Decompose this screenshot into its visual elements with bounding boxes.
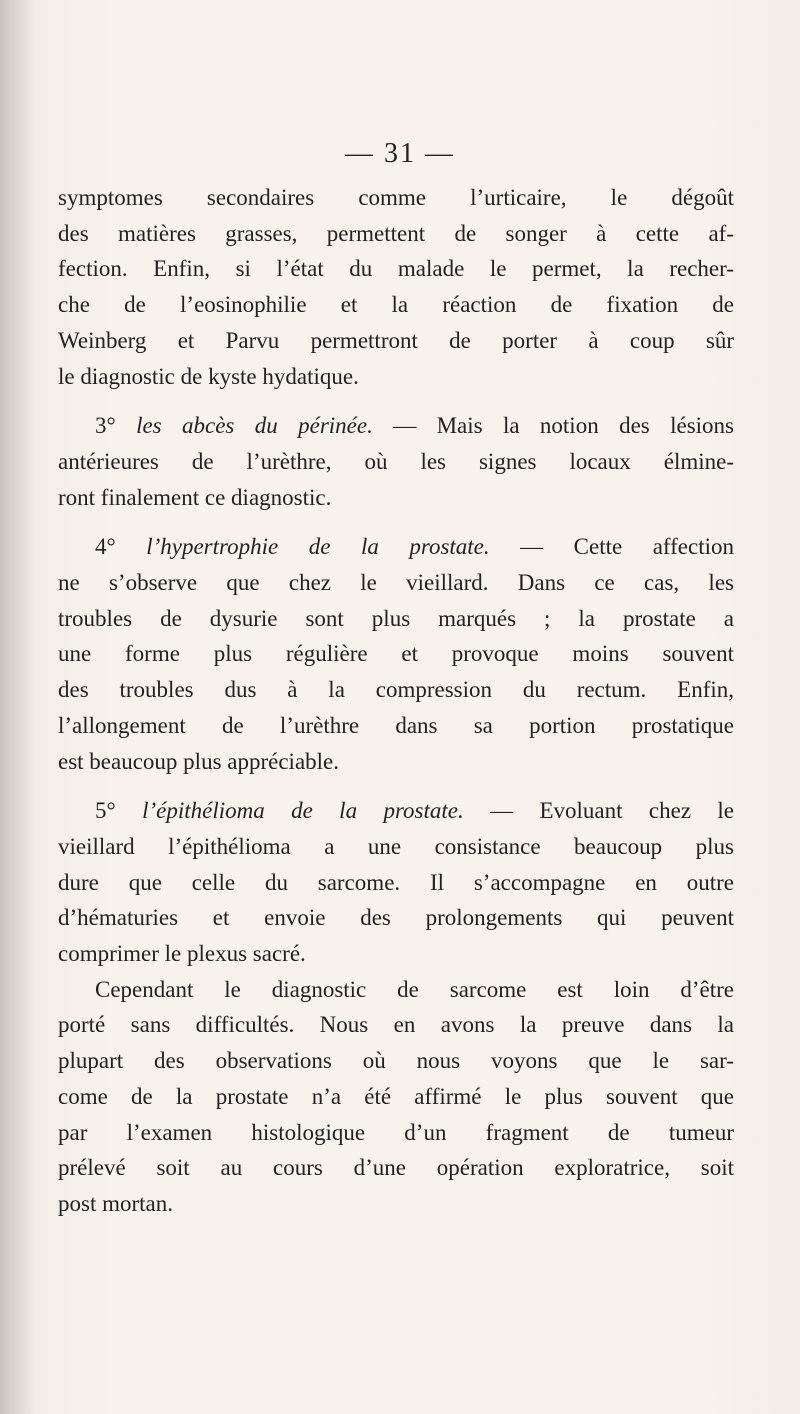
paragraph-1 — [58, 180, 734, 394]
section-title: les abcès du périnée. — [136, 413, 373, 439]
text-line — [58, 408, 734, 444]
text-line: come de la prostate n’a été affirmé le plus souvent que — [58, 1083, 734, 1109]
paragraph-5 — [58, 972, 734, 1222]
paragraph-gap — [58, 394, 734, 408]
page-number: — 31 — — [345, 138, 455, 169]
paragraph-gap — [58, 779, 734, 793]
text-line: le diagnostic de kyste hydatique. — [58, 363, 359, 389]
paragraph-3 — [58, 529, 734, 779]
section-number: 3° — [95, 413, 137, 439]
body-text — [58, 180, 734, 1222]
text-line: troubles de dysurie sont plus marqués ; la prostate a — [58, 605, 734, 631]
text-line: dure que celle du sarcome. Il s’accompagne en outre — [58, 869, 734, 895]
text-line: Weinberg et Parvu permettront de porter à coup sûr — [58, 327, 734, 353]
text-line: des troubles dus à la compression du rectum. Enfin, — [58, 677, 734, 703]
text-line: Cependant le diagnostic de sarcome est loin d’être — [95, 976, 734, 1002]
text-line: d’hématuries et envoie des prolongements qui peuvent — [58, 905, 734, 931]
text-line: che de l’eosinophilie et la réaction de fixation de — [58, 292, 734, 318]
text-line: une forme plus régulière et provoque moins souvent — [58, 641, 734, 667]
section-number: 4° — [95, 534, 147, 560]
paragraph-4 — [58, 793, 734, 972]
text-fragment: — Evoluant chez le — [463, 798, 734, 824]
text-line: comprimer le plexus sacré. — [58, 941, 306, 967]
paragraph-gap — [58, 515, 734, 529]
text-fragment: — Mais la notion des lésions — [372, 413, 734, 439]
section-title: l’hypertrophie de la prostate. — [146, 534, 490, 560]
text-fragment: — Cette affection — [489, 534, 735, 560]
text-line — [58, 529, 734, 565]
text-line: ne s’observe que chez le vieillard. Dans ce cas, les — [58, 570, 734, 596]
text-line: plupart des observations où nous voyons que le sar- — [58, 1048, 734, 1074]
page-edge-shadow — [0, 0, 36, 1414]
section-title: l’épithélioma de la prostate. — [142, 798, 464, 824]
text-line: porté sans difficultés. Nous en avons la preuve dans la — [58, 1012, 734, 1038]
text-line: des matières grasses, permettent de songer à cette af- — [58, 220, 734, 246]
text-line — [58, 793, 734, 829]
text-line: antérieures de l’urèthre, où les signes locaux élmine- — [58, 448, 734, 474]
paragraph-2 — [58, 408, 734, 515]
text-line: l’allongement de l’urèthre dans sa portion prostatique — [58, 712, 734, 738]
section-number: 5° — [95, 798, 143, 824]
text-line: fection. Enfin, si l’état du malade le permet, la recher- — [58, 256, 734, 282]
text-line: prélevé soit au cours d’une opération exploratrice, soit — [58, 1155, 734, 1181]
text-line: post mortan. — [58, 1190, 173, 1216]
text-line: ront finalement ce diagnostic. — [58, 484, 332, 510]
text-line: par l’examen histologique d’un fragment de tumeur — [58, 1119, 734, 1145]
text-line: symptomes secondaires comme l’urticaire, le dégoût — [58, 185, 734, 210]
text-line: est beaucoup plus appréciable. — [58, 748, 339, 774]
text-line: vieillard l’épithélioma a une consistance beaucoup plus — [58, 833, 734, 859]
